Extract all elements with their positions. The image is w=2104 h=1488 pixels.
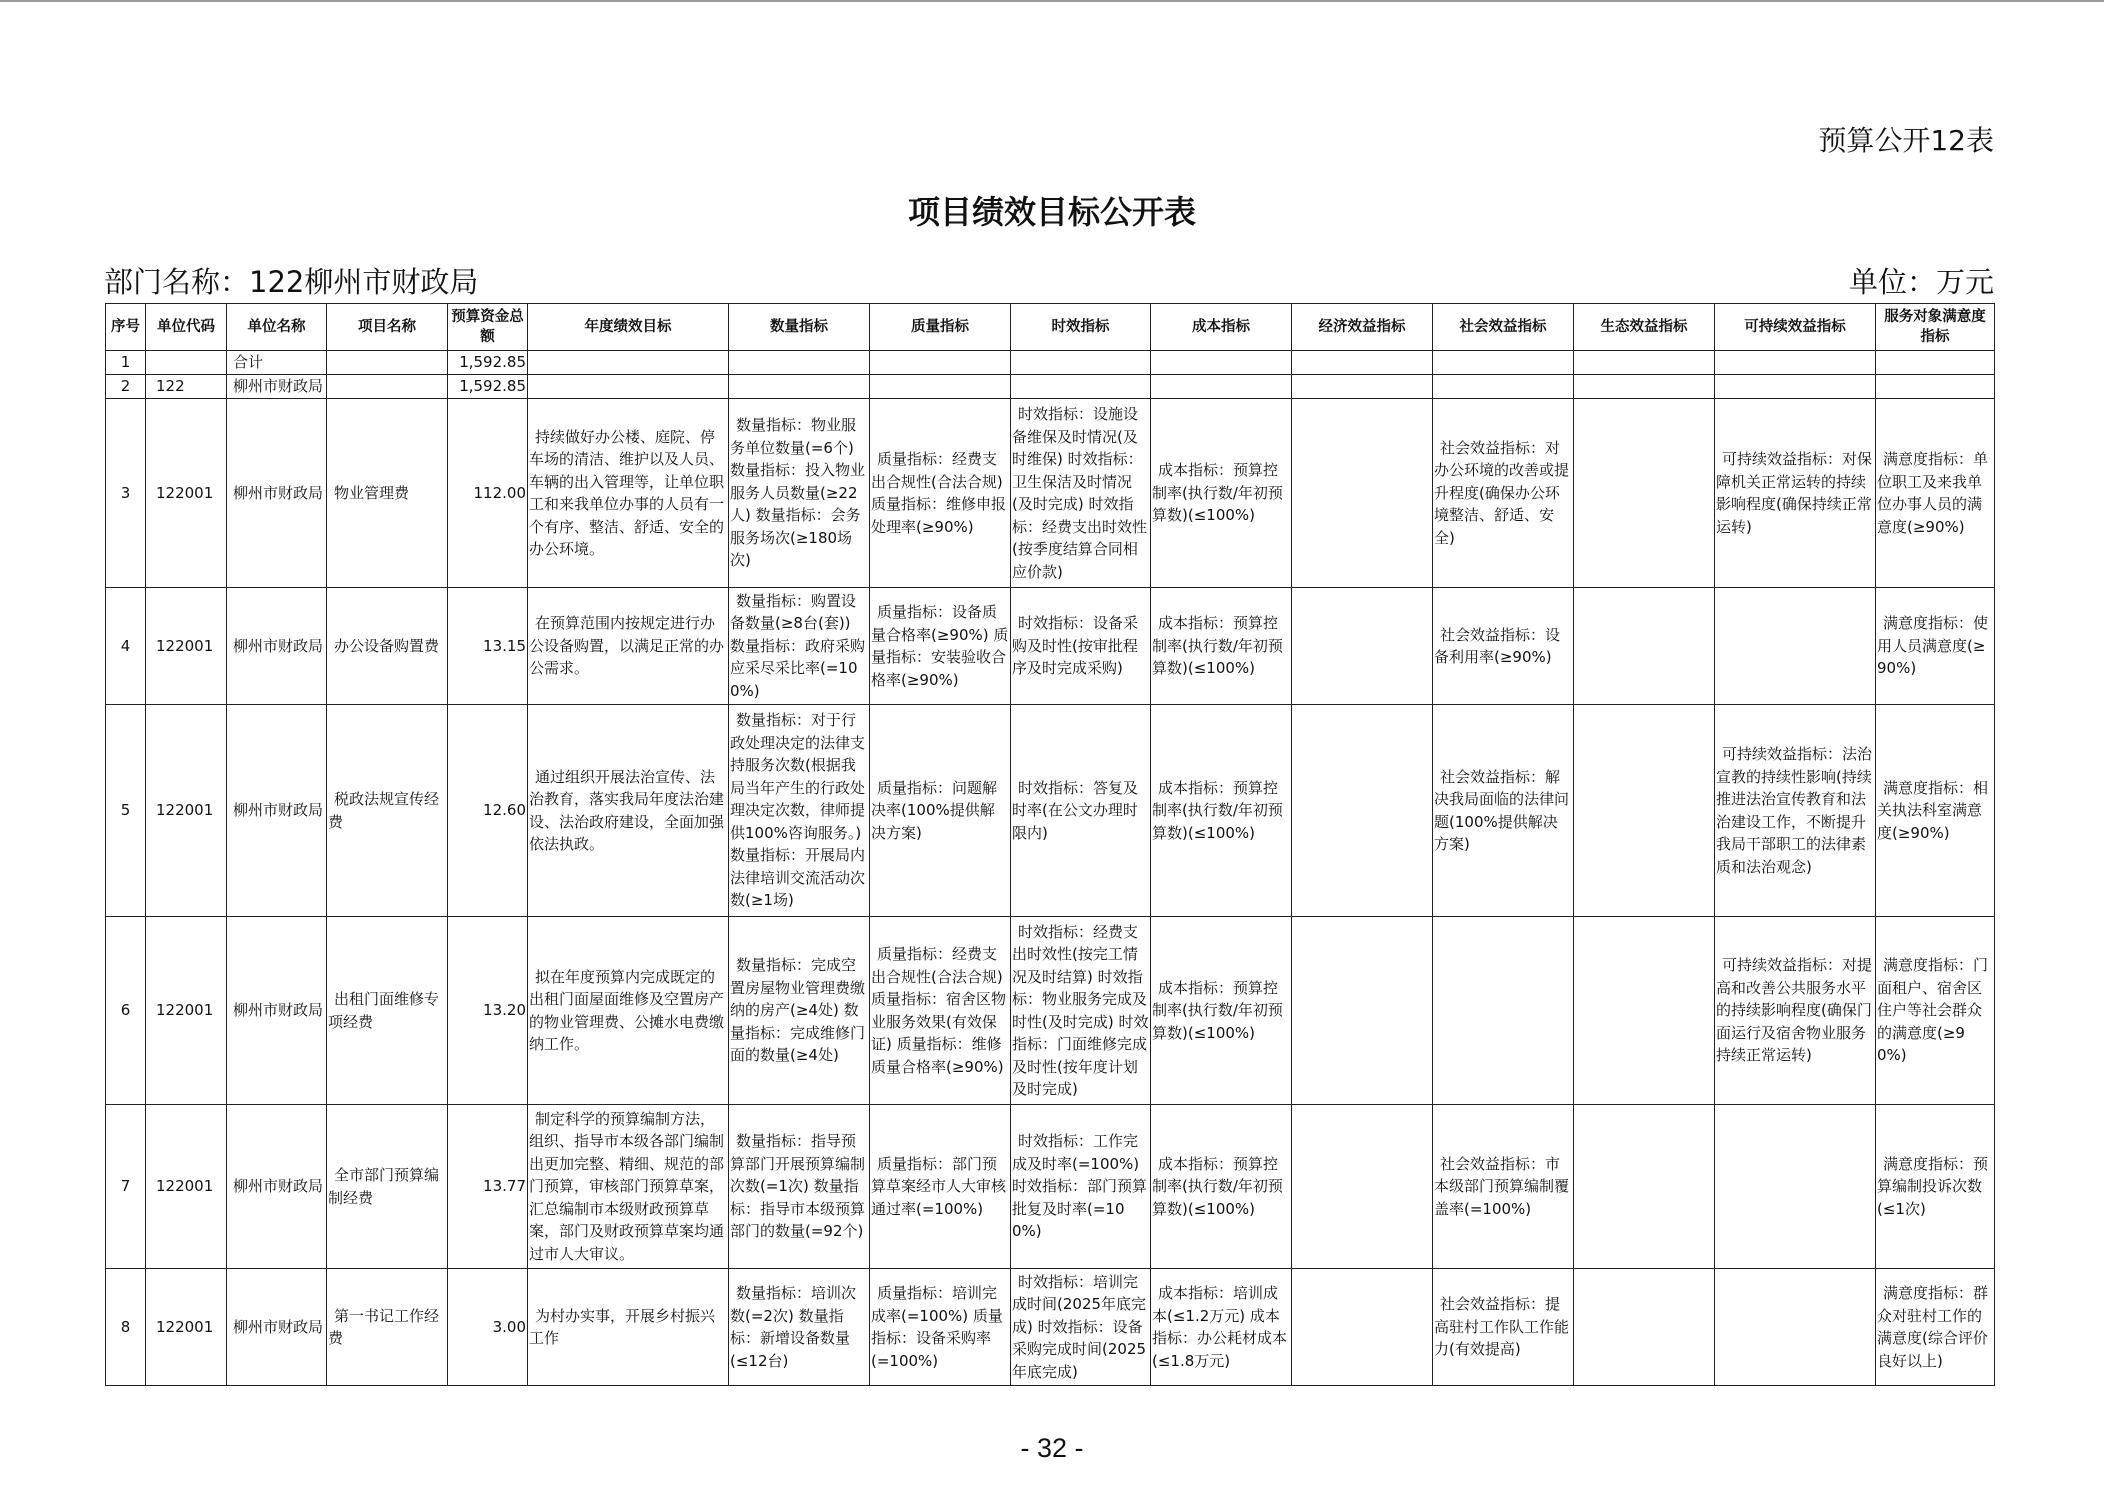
cell-text: 122001 [156,1317,214,1336]
cell-unit-name [227,375,327,399]
cell-project-name [327,917,448,1105]
cell-text: 社会效益指标：提高驻村工作队工作能力(有效提高) [1434,1295,1570,1359]
header-economic-benefit: 经济效益指标 [1292,304,1433,351]
cell-text: 成本指标：预算控制率(执行数/年初预算数)(≤100%) [1152,614,1283,678]
cell-text: 12.60 [483,801,526,820]
department-label: 部门名称：122柳州市财政局 [104,265,479,299]
table-row [106,1269,1995,1386]
cell-text: 社会效益指标：解决我局面临的法律问题(100%提供解决方案) [1434,767,1570,853]
header-unit-name: 单位名称 [227,304,327,351]
cell-text: 质量指标：部门预算草案经市人大审核通过率(=100%) [871,1154,1007,1218]
cell-quality [870,588,1011,705]
header-seq: 序号 [106,304,146,351]
cell-satisfaction [1876,1269,1995,1386]
header-quality-indicator: 质量指标 [870,304,1011,351]
cell-budget-total [448,917,528,1105]
cell-text: 时效指标：培训完成时间(2025年底完成) 时效指标：设备采购完成时间(2025年底完成) [1012,1272,1147,1381]
cell-text: 数量指标：培训次数(=2次) 数量指标：新增设备数量(≤12台) [730,1284,857,1370]
cell-text: 成本指标：预算控制率(执行数/年初预算数)(≤100%) [1152,978,1283,1042]
cell-text: 成本指标：预算控制率(执行数/年初预算数)(≤100%) [1152,778,1283,842]
cell-sustainable-benefit [1715,917,1876,1105]
cell-seq [106,588,146,705]
cell-quantity [729,399,870,588]
cell-social-benefit [1433,1269,1574,1386]
cell-economic-benefit [1292,351,1433,375]
cell-text: 柳州市财政局 [233,636,324,655]
cell-budget-total [448,1269,528,1386]
cell-text: 时效指标：设施设备维保及时情况(及时维保) 时效指标：卫生保洁及时情况(及时完成) 时效指标：经费支出时效性(按季度结算合同相应价款) [1012,405,1148,581]
cell-text: 5 [120,801,131,820]
cell-budget-total [448,705,528,917]
cell-text: 在预算范围内按规定进行办公设备购置，以满足正常的办公需求。 [529,614,725,678]
unit-label: 单位：万元 [1848,265,1994,299]
cell-ecological-benefit [1574,399,1715,588]
cell-cost [1151,917,1292,1105]
cell-text: 质量指标：经费支出合规性(合法合规) 质量指标：维修申报处理率(≥90%) [871,450,1007,536]
cell-text: 13.20 [483,1001,526,1020]
cell-text: 满意度指标：群众对驻村工作的满意度(综合评价良好以上) [1877,1284,1989,1370]
cell-text: 可持续效益指标：对保障机关正常运转的持续影响程度(确保持续正常运转) [1716,450,1873,536]
table-row [106,351,1995,375]
cell-text: 1,592.85 [459,377,526,396]
cell-annual-goal [528,1269,729,1386]
cell-text: 社会效益指标：设备利用率(≥90%) [1434,625,1561,666]
cell-text: 3 [120,483,131,502]
cell-text: 122001 [156,801,214,820]
cell-project-name [327,1269,448,1386]
header-satisfaction-indicator: 服务对象满意度指标 [1876,304,1995,351]
header-sustainable-benefit: 可持续效益指标 [1715,304,1876,351]
cell-satisfaction [1876,1105,1995,1269]
cell-text: 合计 [233,353,264,372]
cell-timeliness [1011,375,1151,399]
cell-seq [106,1269,146,1386]
cell-text: 出租门面维修专项经费 [328,990,440,1031]
cell-sustainable-benefit [1715,399,1876,588]
cell-cost [1151,351,1292,375]
cell-unit-code [146,705,227,917]
cell-text: 时效指标：设备采购及时性(按审批程序及时完成采购) [1012,614,1139,678]
cell-text: 时效指标：答复及时率(在公文办理时限内) [1012,778,1139,842]
table-row [106,375,1995,399]
page-number: - 32 - [1020,1433,1084,1463]
cell-unit-code [146,399,227,588]
cell-seq [106,351,146,375]
cell-annual-goal [528,375,729,399]
cell-seq [106,917,146,1105]
cell-timeliness [1011,917,1151,1105]
cell-quantity [729,1105,870,1269]
cell-timeliness [1011,588,1151,705]
cell-cost [1151,399,1292,588]
cell-project-name [327,399,448,588]
cell-text: 柳州市财政局 [233,1177,324,1196]
cell-quantity [729,705,870,917]
cell-satisfaction [1876,399,1995,588]
cell-cost [1151,588,1292,705]
cell-text: 社会效益指标：市本级部门预算编制覆盖率(=100%) [1434,1154,1570,1218]
cell-unit-code [146,1269,227,1386]
cell-unit-name [227,1269,327,1386]
cell-economic-benefit [1292,375,1433,399]
cell-social-benefit [1433,351,1574,375]
cell-text: 数量指标：物业服务单位数量(=6个) 数量指标：投入物业服务人员数量(≥22人) 数量指标：会务服务场次(≥180场次) [730,416,866,570]
cell-economic-benefit [1292,1105,1433,1269]
cell-timeliness [1011,351,1151,375]
header-ecological-benefit: 生态效益指标 [1574,304,1715,351]
cell-budget-total [448,399,528,588]
cell-social-benefit [1433,588,1574,705]
cell-cost [1151,705,1292,917]
cell-text: 数量指标：对于行政处理决定的法律支持服务次数(根据我局当年产生的行政处理决定次数，律师提供100%咨询服务。) 数量指标：开展局内法律培训交流活动次数(≥1场) [730,711,866,910]
cell-ecological-benefit [1574,1269,1715,1386]
cell-quality [870,1105,1011,1269]
cell-text: 122 [156,377,185,396]
cell-project-name [327,1105,448,1269]
cell-text: 柳州市财政局 [233,483,324,502]
cell-budget-total [448,588,528,705]
cell-quantity [729,1269,870,1386]
cell-timeliness [1011,1105,1151,1269]
performance-target-table [105,303,1995,1386]
cell-text: 112.00 [473,483,526,502]
cell-ecological-benefit [1574,1105,1715,1269]
cell-social-benefit [1433,399,1574,588]
cell-project-name [327,705,448,917]
cell-text: 时效指标：工作完成及时率(=100%) 时效指标：部门预算批复及时率(=100%) [1012,1132,1148,1241]
cell-text: 满意度指标：相关执法科室满意度(≥90%) [1877,778,1989,842]
page-title: 项目绩效目标公开表 [907,193,1196,231]
cell-text: 122001 [156,1177,214,1196]
cell-social-benefit [1433,375,1574,399]
table-row [106,705,1995,917]
header-timeliness-indicator: 时效指标 [1011,304,1151,351]
cell-text: 8 [120,1317,131,1336]
cell-economic-benefit [1292,917,1433,1105]
cell-ecological-benefit [1574,588,1715,705]
cell-text: 122001 [156,1001,214,1020]
cell-text: 7 [120,1177,131,1196]
cell-text: 满意度指标：预算编制投诉次数(≤1次) [1877,1154,1989,1218]
cell-ecological-benefit [1574,375,1715,399]
cell-text: 柳州市财政局 [233,1001,324,1020]
cell-budget-total [448,375,528,399]
cell-annual-goal [528,399,729,588]
cell-social-benefit [1433,917,1574,1105]
table-row [106,588,1995,705]
cell-text: 成本指标：预算控制率(执行数/年初预算数)(≤100%) [1152,1154,1283,1218]
cell-annual-goal [528,917,729,1105]
cell-unit-code [146,375,227,399]
cell-text: 13.77 [483,1177,526,1196]
cell-text: 3.00 [492,1317,526,1336]
cell-text: 1 [120,353,131,372]
cell-cost [1151,1105,1292,1269]
cell-quality [870,1269,1011,1386]
cell-text: 可持续效益指标：法治宣教的持续性影响(持续推进法治宣传教育和法治建设工作，不断提升我局干部职工的法律素质和法治观念) [1716,745,1873,876]
cell-project-name [327,351,448,375]
cell-text: 通过组织开展法治宣传、法治教育，落实我局年度法治建设、法治政府建设，全面加强依法执政。 [529,767,725,853]
header-quantity-indicator: 数量指标 [729,304,870,351]
header-social-benefit: 社会效益指标 [1433,304,1574,351]
cell-text: 满意度指标：门面租户、宿舍区住户等社会群众的满意度(≥90%) [1877,956,1989,1065]
cell-text: 成本指标：预算控制率(执行数/年初预算数)(≤100%) [1152,461,1283,525]
cell-text: 质量指标：经费支出合规性(合法合规) 质量指标：宿舍区物业服务效果(有效保证) 质量指标：维修质量合格率(≥90%) [871,945,1007,1076]
header-cost-indicator: 成本指标 [1151,304,1292,351]
cell-economic-benefit [1292,588,1433,705]
cell-economic-benefit [1292,705,1433,917]
cell-seq [106,375,146,399]
cell-sustainable-benefit [1715,1269,1876,1386]
cell-quality [870,705,1011,917]
cell-text: 办公设备购置费 [334,636,440,655]
cell-text: 物业管理费 [334,483,410,502]
cell-text: 社会效益指标：对办公环境的改善或提升程度(确保办公环境整洁、舒适、安全) [1434,438,1570,547]
cell-satisfaction [1876,351,1995,375]
cell-sustainable-benefit [1715,1105,1876,1269]
cell-text: 柳州市财政局 [233,1317,324,1336]
cell-ecological-benefit [1574,705,1715,917]
cell-sustainable-benefit [1715,375,1876,399]
cell-text: 满意度指标：使用人员满意度(≥90%) [1877,614,1989,678]
cell-budget-total [448,351,528,375]
cell-unit-name [227,705,327,917]
cell-sustainable-benefit [1715,351,1876,375]
cell-timeliness [1011,1269,1151,1386]
cell-quantity [729,351,870,375]
cell-text: 122001 [156,483,214,502]
cell-text: 柳州市财政局 [233,377,324,396]
cell-quality [870,375,1011,399]
cell-quality [870,917,1011,1105]
cell-text: 1,592.85 [459,353,526,372]
cell-text: 质量指标：培训完成率(=100%) 质量指标：设备采购率(=100%) [871,1284,1003,1370]
cell-text: 成本指标：培训成本(≤1.2万元) 成本指标：办公耗材成本(≤1.8万元) [1152,1284,1288,1370]
cell-text: 122001 [156,636,214,655]
cell-text: 拟在年度预算内完成既定的出租门面屋面维修及空置房产的物业管理费、公摊水电费缴纳工作。 [529,967,725,1053]
cell-unit-name [227,399,327,588]
cell-text: 可持续效益指标：对提高和改善公共服务水平的持续影响程度(确保门面运行及宿舍物业服务持续正常运转) [1716,956,1873,1065]
cell-text: 制定科学的预算编制方法，组织、指导市本级各部门编制出更加完整、精细、规范的部门预算，审核部门预算草案，汇总编制市本级财政预算草案，部门及财政预算草案均通过市人大审议。 [529,1109,725,1263]
cell-economic-benefit [1292,399,1433,588]
cell-ecological-benefit [1574,917,1715,1105]
header-budget-total: 预算资金总额 [448,304,528,351]
cell-quantity [729,588,870,705]
cell-project-name [327,588,448,705]
table-row [106,1105,1995,1269]
cell-satisfaction [1876,588,1995,705]
cell-sustainable-benefit [1715,588,1876,705]
cell-text: 数量指标：指导预算部门开展预算编制次数(=1次) 数量指标：指导市本级预算部门的数量(=92个) [730,1132,866,1241]
cell-budget-total [448,1105,528,1269]
cell-unit-name [227,917,327,1105]
cell-sustainable-benefit [1715,705,1876,917]
cell-seq [106,399,146,588]
header-annual-goal: 年度绩效目标 [528,304,729,351]
cell-quality [870,399,1011,588]
cell-annual-goal [528,351,729,375]
cell-unit-name [227,1105,327,1269]
cell-timeliness [1011,399,1151,588]
cell-social-benefit [1433,1105,1574,1269]
cell-text: 4 [120,636,131,655]
cell-economic-benefit [1292,1269,1433,1386]
cell-text: 税政法规宣传经费 [328,790,440,831]
cell-text: 质量指标：设备质量合格率(≥90%) 质量指标：安装验收合格率(≥90%) [871,603,1009,689]
cell-timeliness [1011,705,1151,917]
cell-text: 6 [120,1001,131,1020]
cell-annual-goal [528,705,729,917]
table-code-label: 预算公开12表 [1818,124,1994,157]
cell-text: 数量指标：完成空置房屋物业管理费缴纳的房产(≥4处) 数量指标：完成维修门面的数量(≥4处) [730,956,866,1065]
cell-annual-goal [528,588,729,705]
page-top-rule [0,0,2104,2]
cell-project-name [327,375,448,399]
cell-quality [870,351,1011,375]
cell-seq [106,1105,146,1269]
table-body [106,351,1995,1386]
cell-satisfaction [1876,705,1995,917]
cell-satisfaction [1876,375,1995,399]
cell-unit-code [146,588,227,705]
header-project-name: 项目名称 [327,304,448,351]
cell-text: 13.15 [483,636,526,655]
cell-seq [106,705,146,917]
cell-unit-name [227,588,327,705]
cell-ecological-benefit [1574,351,1715,375]
cell-text: 时效指标：经费支出时效性(按完工情况及时结算) 时效指标：物业服务完成及时性(及时完成) 时效指标：门面维修完成及时性(按年度计划及时完成) [1012,922,1149,1098]
cell-quantity [729,375,870,399]
cell-text: 满意度指标：单位职工及来我单位办事人员的满意度(≥90%) [1877,450,1989,536]
cell-text: 为村办实事，开展乡村振兴工作 [529,1306,716,1347]
cell-text: 数量指标：购置设备数量(≥8台(套)) 数量指标：政府采购应采尽采比率(=100%) [730,591,866,700]
table-row [106,399,1995,588]
cell-unit-code [146,351,227,375]
cell-text: 持续做好办公楼、庭院、停车场的清洁、维护以及人员、车辆的出入管理等，让单位职工和来我单位办事的人员有一个有序、整洁、舒适、安全的办公环境。 [529,427,725,558]
cell-unit-code [146,917,227,1105]
cell-social-benefit [1433,705,1574,917]
table-header-row [106,304,1995,351]
cell-cost [1151,1269,1292,1386]
table-row [106,917,1995,1105]
cell-cost [1151,375,1292,399]
cell-text: 2 [120,377,131,396]
cell-annual-goal [528,1105,729,1269]
cell-text: 柳州市财政局 [233,801,324,820]
cell-text: 全市部门预算编制经费 [328,1166,440,1207]
cell-satisfaction [1876,917,1995,1105]
cell-unit-name [227,351,327,375]
cell-quantity [729,917,870,1105]
header-unit-code: 单位代码 [146,304,227,351]
cell-unit-code [146,1105,227,1269]
cell-text: 质量指标：问题解决率(100%提供解决方案) [871,778,998,842]
cell-text: 第一书记工作经费 [328,1306,440,1347]
